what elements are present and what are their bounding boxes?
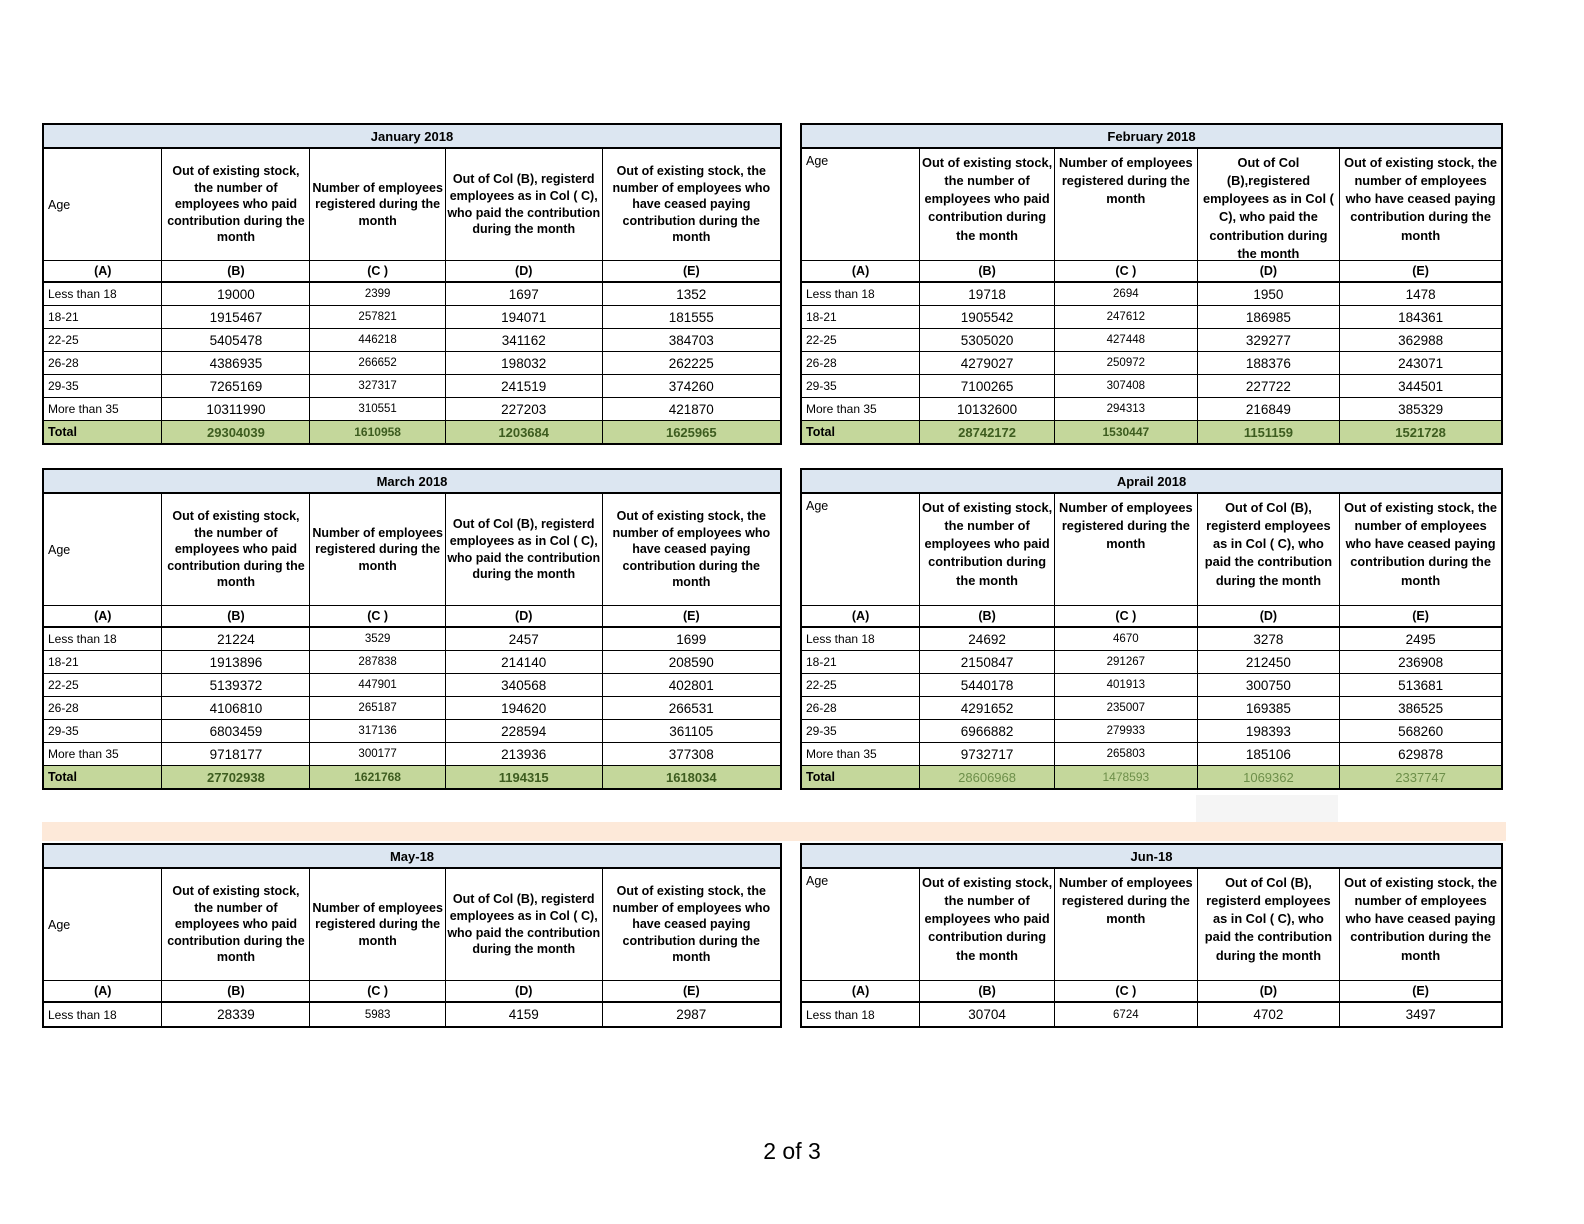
column-header-cell bbox=[1198, 494, 1341, 605]
data-cell: 216849 bbox=[1198, 398, 1341, 420]
total-row bbox=[802, 421, 1501, 443]
column-header-cell bbox=[162, 494, 310, 605]
column-letter: (C ) bbox=[1055, 606, 1198, 626]
column-header-row bbox=[802, 149, 1501, 261]
data-cell: 4291652 bbox=[920, 697, 1055, 719]
column-header-cell bbox=[603, 494, 780, 605]
column-letter-row bbox=[44, 981, 780, 1003]
table-row bbox=[802, 306, 1501, 329]
data-cell: 19000 bbox=[162, 283, 310, 305]
age-value: 29-35 bbox=[44, 720, 162, 742]
column-header-cell bbox=[310, 494, 445, 605]
column-header-cell bbox=[446, 869, 603, 980]
column-letter: (B) bbox=[920, 261, 1055, 281]
column-header-row bbox=[802, 494, 1501, 606]
table-row bbox=[44, 375, 780, 398]
column-header-text: Number of employees registered during the month bbox=[312, 180, 443, 228]
data-cell: 10132600 bbox=[920, 398, 1055, 420]
total-value: 1610958 bbox=[310, 421, 445, 443]
column-letter: (A) bbox=[802, 261, 920, 281]
age-value: Less than 18 bbox=[802, 628, 920, 650]
table-april-2018 bbox=[800, 468, 1503, 790]
data-cell: 401913 bbox=[1055, 674, 1198, 696]
data-cell: 386525 bbox=[1398, 700, 1444, 716]
data-cell: 4702 bbox=[1198, 1003, 1341, 1026]
column-header-row bbox=[44, 149, 780, 261]
data-cell: 243071 bbox=[1398, 355, 1444, 371]
column-letter: (C ) bbox=[310, 981, 445, 1001]
data-cell: 4159 bbox=[446, 1003, 603, 1026]
column-header-row bbox=[802, 869, 1501, 981]
age-value: 22-25 bbox=[802, 329, 920, 351]
data-cell: 10311990 bbox=[162, 398, 310, 420]
column-letter: (B) bbox=[162, 981, 310, 1001]
data-cell: 6803459 bbox=[162, 720, 310, 742]
data-cell: 279933 bbox=[1055, 720, 1198, 742]
data-cell: 236908 bbox=[1398, 654, 1444, 670]
data-cell: 212450 bbox=[1198, 651, 1341, 673]
table-march-2018 bbox=[42, 468, 782, 790]
data-cell: 181555 bbox=[668, 309, 714, 325]
column-header-text: Out of Col (B), registerd employees as in Col ( C), who paid the contribution during the month bbox=[447, 892, 601, 957]
data-cell: 2399 bbox=[310, 283, 445, 305]
data-cell: 184361 bbox=[1398, 309, 1444, 325]
data-cell: 327317 bbox=[310, 375, 445, 397]
data-cell: 4670 bbox=[1055, 628, 1198, 650]
column-header-text: Out of existing stock, the number of employees who paid contribution during the month bbox=[922, 875, 1053, 963]
data-cell: 188376 bbox=[1198, 352, 1341, 374]
total-label: Total bbox=[44, 766, 162, 788]
age-header-cell: Age bbox=[44, 869, 162, 980]
column-header-cell bbox=[1198, 869, 1341, 980]
column-header-row bbox=[44, 869, 780, 981]
total-value: 1069362 bbox=[1198, 766, 1341, 788]
data-cell: 3497 bbox=[1405, 1007, 1436, 1022]
column-header-text: Out of existing stock, the number of employees who paid contribution during the month bbox=[167, 508, 305, 590]
column-header-cell bbox=[920, 149, 1055, 260]
column-letter: (E) bbox=[1412, 609, 1429, 623]
column-header-text: Out of Col (B), registerd employees as in Col ( C), who paid the contribution during the month bbox=[1204, 875, 1333, 963]
age-header-cell: Age bbox=[44, 494, 162, 605]
data-cell: 265187 bbox=[310, 697, 445, 719]
column-letter: (E) bbox=[682, 984, 700, 998]
table-row bbox=[44, 720, 780, 743]
data-cell: 208590 bbox=[668, 654, 714, 670]
total-value: 1618034 bbox=[665, 769, 717, 785]
age-value: 18-21 bbox=[802, 651, 920, 673]
data-cell: 384703 bbox=[668, 332, 714, 348]
age-value: 18-21 bbox=[802, 306, 920, 328]
data-cell: 446218 bbox=[310, 329, 445, 351]
data-cell: 266652 bbox=[310, 352, 445, 374]
table-january-2018 bbox=[42, 123, 782, 445]
table-row bbox=[802, 329, 1501, 352]
column-header-cell bbox=[162, 869, 310, 980]
data-cell: 6724 bbox=[1055, 1003, 1198, 1026]
column-header-cell bbox=[1055, 494, 1198, 605]
column-header-cell bbox=[603, 869, 780, 980]
column-letter: (E) bbox=[1412, 984, 1429, 998]
column-header-text: Out of existing stock, the number of employees who paid contribution during the month bbox=[922, 500, 1053, 588]
column-letter-row bbox=[802, 981, 1501, 1003]
data-cell: 1913896 bbox=[162, 651, 310, 673]
data-cell: 344501 bbox=[1398, 378, 1444, 394]
column-letter: (D) bbox=[1198, 606, 1341, 626]
data-cell: 447901 bbox=[310, 674, 445, 696]
age-value: Less than 18 bbox=[802, 1003, 920, 1026]
column-header-text: Number of employees registered during the month bbox=[1058, 875, 1193, 927]
table-row bbox=[802, 398, 1501, 421]
data-cell: 4279027 bbox=[920, 352, 1055, 374]
month-title: February 2018 bbox=[802, 125, 1501, 149]
total-label: Total bbox=[44, 421, 162, 443]
table-row bbox=[44, 628, 780, 651]
table-row bbox=[44, 352, 780, 375]
table-row bbox=[802, 697, 1501, 720]
column-letter-row bbox=[802, 606, 1501, 628]
data-cell: 265803 bbox=[1055, 743, 1198, 765]
column-letter: (C ) bbox=[1055, 261, 1198, 281]
data-cell: 247612 bbox=[1055, 306, 1198, 328]
data-cell: 194071 bbox=[446, 306, 603, 328]
column-letter: (B) bbox=[162, 261, 310, 281]
data-cell: 213936 bbox=[446, 743, 603, 765]
age-header-cell: Age bbox=[802, 494, 920, 605]
column-letter: (D) bbox=[446, 261, 603, 281]
age-value: 18-21 bbox=[44, 651, 162, 673]
age-value: Less than 18 bbox=[44, 1003, 162, 1026]
column-letter: (B) bbox=[920, 606, 1055, 626]
column-header-cell bbox=[1340, 149, 1501, 260]
column-letter: (A) bbox=[802, 981, 920, 1001]
total-value: 1521728 bbox=[1395, 424, 1446, 440]
data-cell: 198032 bbox=[446, 352, 603, 374]
month-title: March 2018 bbox=[44, 470, 780, 494]
data-cell: 3278 bbox=[1198, 628, 1341, 650]
age-value: More than 35 bbox=[802, 743, 920, 765]
data-cell: 300177 bbox=[310, 743, 445, 765]
table-row bbox=[44, 743, 780, 766]
age-value: 26-28 bbox=[44, 352, 162, 374]
age-value: Less than 18 bbox=[44, 628, 162, 650]
table-row bbox=[802, 651, 1501, 674]
age-value: 26-28 bbox=[802, 352, 920, 374]
age-value: More than 35 bbox=[44, 398, 162, 420]
column-header-text: Out of existing stock, the number of employees who have ceased paying contribution during the month bbox=[1344, 875, 1498, 963]
column-letter: (D) bbox=[1198, 981, 1341, 1001]
column-letter-row bbox=[802, 261, 1501, 283]
age-value: 22-25 bbox=[802, 674, 920, 696]
data-cell: 287838 bbox=[310, 651, 445, 673]
data-cell: 361105 bbox=[669, 723, 714, 739]
column-header-cell bbox=[1055, 149, 1198, 260]
total-row bbox=[44, 421, 780, 443]
data-cell: 310551 bbox=[310, 398, 445, 420]
table-row bbox=[802, 352, 1501, 375]
table-row bbox=[44, 329, 780, 352]
data-cell: 9732717 bbox=[920, 743, 1055, 765]
divider-band bbox=[42, 822, 1506, 841]
data-cell: 307408 bbox=[1055, 375, 1198, 397]
column-letter: (A) bbox=[44, 261, 162, 281]
age-value: Less than 18 bbox=[802, 283, 920, 305]
table-row bbox=[44, 674, 780, 697]
data-cell: 294313 bbox=[1055, 398, 1198, 420]
data-cell: 291267 bbox=[1055, 651, 1198, 673]
column-header-text: Out of existing stock, the number of employees who paid contribution during the month bbox=[167, 163, 305, 245]
data-cell: 385329 bbox=[1398, 401, 1444, 417]
data-cell: 2457 bbox=[446, 628, 603, 650]
data-cell: 3529 bbox=[310, 628, 445, 650]
data-cell: 235007 bbox=[1055, 697, 1198, 719]
column-header-text: Number of employees registered during the month bbox=[1058, 500, 1193, 552]
data-cell: 341162 bbox=[446, 329, 603, 351]
column-header-text: Out of Col (B),registered employees as in Col ( C), who paid the contribution during the month bbox=[1202, 155, 1334, 260]
data-cell: 2987 bbox=[676, 1007, 707, 1022]
data-cell: 198393 bbox=[1198, 720, 1341, 742]
table-row bbox=[44, 283, 780, 306]
table-may-18 bbox=[42, 843, 782, 1028]
table-row bbox=[802, 674, 1501, 697]
total-value: 28606968 bbox=[920, 766, 1055, 788]
age-value: 26-28 bbox=[802, 697, 920, 719]
column-header-text: Out of Col (B), registerd employees as in Col ( C), who paid the contribution during the month bbox=[447, 172, 601, 237]
data-cell: 250972 bbox=[1055, 352, 1198, 374]
data-cell: 21224 bbox=[162, 628, 310, 650]
column-letter: (D) bbox=[1198, 261, 1341, 281]
data-cell: 19718 bbox=[920, 283, 1055, 305]
data-cell: 513681 bbox=[1398, 677, 1444, 693]
data-cell: 1478 bbox=[1405, 286, 1436, 302]
total-value: 28742172 bbox=[920, 421, 1055, 443]
data-cell: 214140 bbox=[446, 651, 603, 673]
data-cell: 377308 bbox=[668, 746, 714, 762]
data-cell: 7100265 bbox=[920, 375, 1055, 397]
data-cell: 5983 bbox=[310, 1003, 445, 1026]
data-cell: 427448 bbox=[1055, 329, 1198, 351]
table-row bbox=[802, 720, 1501, 743]
table-february-2018 bbox=[800, 123, 1503, 445]
data-cell: 629878 bbox=[1398, 746, 1444, 762]
column-header-text: Out of existing stock, the number of employees who paid contribution during the month bbox=[167, 883, 305, 965]
data-cell: 185106 bbox=[1198, 743, 1341, 765]
data-cell: 186985 bbox=[1198, 306, 1341, 328]
total-value: 1203684 bbox=[446, 421, 603, 443]
column-letter-row bbox=[44, 261, 780, 283]
column-letter: (B) bbox=[920, 981, 1055, 1001]
total-label: Total bbox=[802, 766, 920, 788]
table-row bbox=[802, 743, 1501, 766]
total-value: 29304039 bbox=[162, 421, 310, 443]
total-value: 1530447 bbox=[1055, 421, 1198, 443]
data-cell: 194620 bbox=[446, 697, 603, 719]
column-header-cell bbox=[446, 494, 603, 605]
age-value: 26-28 bbox=[44, 697, 162, 719]
data-cell: 2150847 bbox=[920, 651, 1055, 673]
column-letter: (D) bbox=[446, 606, 603, 626]
column-letter: (C ) bbox=[1055, 981, 1198, 1001]
column-header-text: Out of existing stock, the number of employees who have ceased paying contribution during the month bbox=[612, 508, 771, 590]
table-row bbox=[44, 697, 780, 720]
column-letter-row bbox=[44, 606, 780, 628]
data-cell: 1915467 bbox=[162, 306, 310, 328]
data-cell: 4386935 bbox=[162, 352, 310, 374]
column-header-text: Out of existing stock, the number of employees who have ceased paying contribution during the month bbox=[1344, 500, 1498, 588]
total-value: 27702938 bbox=[162, 766, 310, 788]
total-value: 1621768 bbox=[310, 766, 445, 788]
data-cell: 241519 bbox=[446, 375, 603, 397]
data-cell: 340568 bbox=[446, 674, 603, 696]
data-cell: 5139372 bbox=[162, 674, 310, 696]
age-value: 29-35 bbox=[802, 720, 920, 742]
month-title: January 2018 bbox=[44, 125, 780, 149]
column-header-text: Out of existing stock, the number of employees who paid contribution during the month bbox=[922, 155, 1053, 243]
table-row bbox=[44, 651, 780, 674]
column-header-cell bbox=[603, 149, 780, 260]
data-cell: 6966882 bbox=[920, 720, 1055, 742]
table-row bbox=[802, 1003, 1501, 1026]
data-cell: 266531 bbox=[668, 700, 714, 716]
total-value: 1478593 bbox=[1055, 766, 1198, 788]
data-cell: 169385 bbox=[1198, 697, 1341, 719]
month-title: Jun-18 bbox=[802, 845, 1501, 869]
age-value: More than 35 bbox=[802, 398, 920, 420]
data-cell: 7265169 bbox=[162, 375, 310, 397]
column-letter: (E) bbox=[682, 264, 700, 278]
total-value: 1194315 bbox=[446, 766, 603, 788]
data-cell: 5440178 bbox=[920, 674, 1055, 696]
age-header-cell: Age bbox=[44, 149, 162, 260]
data-cell: 1699 bbox=[676, 631, 707, 647]
column-header-text: Number of employees registered during the month bbox=[1058, 155, 1193, 207]
column-header-text: Number of employees registered during the month bbox=[312, 525, 443, 573]
column-header-text: Number of employees registered during the month bbox=[312, 900, 443, 948]
data-cell: 257821 bbox=[310, 306, 445, 328]
column-letter: (C ) bbox=[310, 606, 445, 626]
data-cell: 317136 bbox=[310, 720, 445, 742]
column-header-cell bbox=[920, 869, 1055, 980]
age-header-cell: Age bbox=[802, 869, 920, 980]
data-cell: 30704 bbox=[920, 1003, 1055, 1026]
data-cell: 2495 bbox=[1405, 631, 1436, 647]
table-row bbox=[802, 283, 1501, 306]
data-cell: 421870 bbox=[668, 401, 714, 417]
data-cell: 300750 bbox=[1198, 674, 1341, 696]
data-cell: 329277 bbox=[1198, 329, 1341, 351]
data-cell: 568260 bbox=[1398, 723, 1444, 739]
total-row bbox=[44, 766, 780, 788]
table-row bbox=[802, 375, 1501, 398]
data-cell: 9718177 bbox=[162, 743, 310, 765]
data-cell: 28339 bbox=[162, 1003, 310, 1026]
table-jun-18 bbox=[800, 843, 1503, 1028]
column-header-cell bbox=[162, 149, 310, 260]
data-cell: 2694 bbox=[1055, 283, 1198, 305]
column-letter: (E) bbox=[1412, 264, 1429, 278]
page-number: 2 of 3 bbox=[763, 1138, 821, 1164]
column-header-cell bbox=[310, 869, 445, 980]
total-value: 1151159 bbox=[1198, 421, 1341, 443]
data-cell: 1905542 bbox=[920, 306, 1055, 328]
data-cell: 1950 bbox=[1198, 283, 1341, 305]
column-letter: (C ) bbox=[310, 261, 445, 281]
data-cell: 402801 bbox=[668, 677, 714, 693]
column-letter: (A) bbox=[802, 606, 920, 626]
table-row bbox=[44, 306, 780, 329]
data-cell: 1352 bbox=[676, 286, 707, 302]
age-value: 29-35 bbox=[802, 375, 920, 397]
column-header-row bbox=[44, 494, 780, 606]
table-row bbox=[802, 628, 1501, 651]
column-letter: (D) bbox=[446, 981, 603, 1001]
data-cell: 1697 bbox=[446, 283, 603, 305]
column-header-text: Out of Col (B), registerd employees as in Col ( C), who paid the contribution during the month bbox=[447, 517, 601, 582]
column-header-cell bbox=[1198, 149, 1341, 260]
column-letter: (A) bbox=[44, 981, 162, 1001]
data-cell: 227722 bbox=[1198, 375, 1341, 397]
data-cell: 5405478 bbox=[162, 329, 310, 351]
column-letter: (B) bbox=[162, 606, 310, 626]
age-header-cell: Age bbox=[802, 149, 920, 260]
data-cell: 227203 bbox=[446, 398, 603, 420]
age-value: 22-25 bbox=[44, 329, 162, 351]
data-cell: 4106810 bbox=[162, 697, 310, 719]
age-value: More than 35 bbox=[44, 743, 162, 765]
total-value: 1625965 bbox=[665, 424, 717, 440]
month-title: Aprail 2018 bbox=[802, 470, 1501, 494]
column-letter: (A) bbox=[44, 606, 162, 626]
table-row bbox=[44, 1003, 780, 1026]
column-header-text: Out of existing stock, the number of employees who have ceased paying contribution during the month bbox=[612, 883, 771, 965]
column-header-text: Out of existing stock, the number of employees who have ceased paying contribution during the month bbox=[1344, 155, 1498, 243]
column-header-cell bbox=[1340, 869, 1501, 980]
age-value: 29-35 bbox=[44, 375, 162, 397]
column-header-cell bbox=[310, 149, 445, 260]
month-title: May-18 bbox=[44, 845, 780, 869]
column-header-cell bbox=[1055, 869, 1198, 980]
column-letter: (E) bbox=[682, 609, 700, 623]
data-cell: 374260 bbox=[668, 378, 714, 394]
table-row bbox=[44, 398, 780, 421]
total-label: Total bbox=[802, 421, 920, 443]
age-value: Less than 18 bbox=[44, 283, 162, 305]
column-header-cell bbox=[920, 494, 1055, 605]
data-cell: 262225 bbox=[668, 355, 714, 371]
data-cell: 362988 bbox=[1398, 332, 1444, 348]
column-header-cell bbox=[446, 149, 603, 260]
column-header-text: Out of Col (B), registerd employees as in Col ( C), who paid the contribution during the month bbox=[1204, 500, 1333, 588]
age-value: 18-21 bbox=[44, 306, 162, 328]
data-cell: 228594 bbox=[446, 720, 603, 742]
data-cell: 5305020 bbox=[920, 329, 1055, 351]
total-value: 2337747 bbox=[1395, 769, 1446, 785]
column-header-cell bbox=[1340, 494, 1501, 605]
cell-shading-artifact bbox=[1196, 795, 1338, 822]
column-header-text: Out of existing stock, the number of employees who have ceased paying contribution during the month bbox=[612, 163, 771, 245]
total-row bbox=[802, 766, 1501, 788]
data-cell: 24692 bbox=[920, 628, 1055, 650]
age-value: 22-25 bbox=[44, 674, 162, 696]
